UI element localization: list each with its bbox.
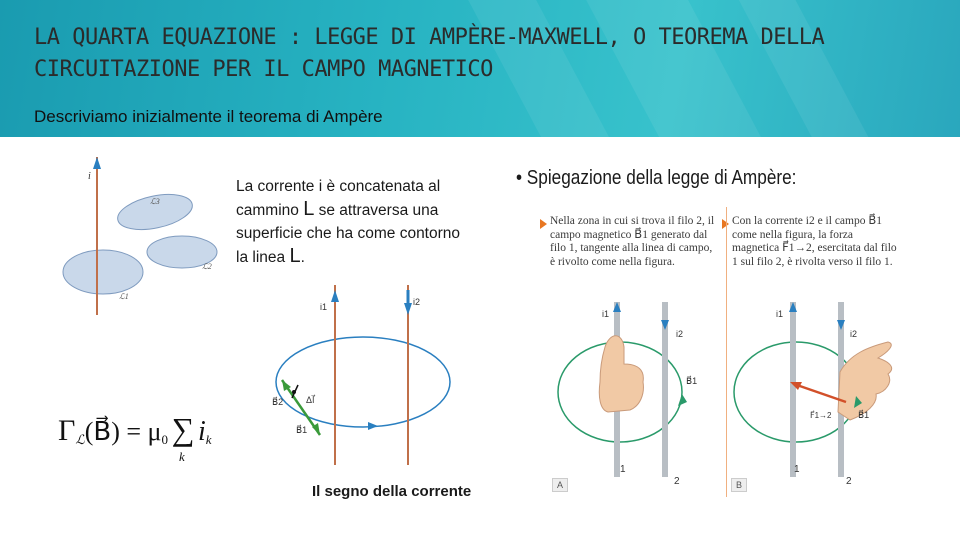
panel-divider [726,207,727,497]
curve-l1-shape [63,250,143,294]
panel-a-text: Nella zona in cui si trova il filo 2, il campo magnetico B⃗1 generato dal filo 1, tangente alla linea di campo, è rivolto come nella figura. [550,215,715,268]
curve-l3-shape [115,188,196,235]
panel-a-marker [540,219,547,229]
slide-content [0,137,960,540]
panel-b-tag: B [731,478,747,492]
panel-b-label-force: F⃗1→2 [810,411,832,420]
concatenation-text [236,175,476,269]
text-line-3: superficie che ha come contorno [236,225,461,242]
panel-b-label-b1: B⃗1 [858,410,870,420]
formula-i-sub: k [205,432,212,448]
current-sign-caption: Il segno della corrente [312,483,472,500]
formula-path-sub: ℒ [75,432,85,448]
panel-b-label-wire-2: 2 [846,476,852,487]
surfaces-diagram [55,157,230,317]
formula-gamma: Γ [58,414,76,447]
formula-field: (B⃗) = μ [84,417,162,446]
panel-a-tag: A [552,478,568,492]
panel-a-label-i2: i2 [676,329,684,339]
text-line-2a: cammino [236,202,304,219]
panel-a-label-i1: i1 [602,309,610,319]
explanation-heading: • Spiegazione della legge di Ampère: [516,167,797,189]
panel-b-text: Con la corrente i2 e il campo B⃗1 come nella figura, la forza magnetica F⃗1→2, esercitata dal filo 1 sul filo 2, è rivolta verso il filo 1. [732,215,897,268]
formula-sum [168,411,198,464]
panel-a-diagram [550,302,725,497]
panel-a-label-wire-1: 1 [620,464,626,475]
label-dl: Δl⃗ [306,395,315,405]
curve-label-l2: ℒ2 [202,262,212,271]
i1-arrow [331,290,339,302]
panel-a-label-b1: B⃗1 [686,376,698,386]
panel-b-diagram [728,302,908,497]
panel-b-wire-1 [790,302,796,477]
field-line [276,337,450,427]
open-hand-icon [838,342,892,420]
text-line-1: La corrente i è concatenata al [236,178,441,195]
path-symbol: L [303,198,315,220]
formula-sum-sign: ∑ [171,411,195,447]
curve-label-l3: ℒ3 [150,197,160,206]
panel-b-label-i2: i2 [850,329,858,339]
label-i2: i2 [413,297,421,307]
label-i1: i1 [320,302,328,312]
slide-subtitle: Descriviamo inizialmente il teorema di Ampère [34,107,383,126]
label-b1: B⃗1 [296,425,308,435]
slide-title: LA QUARTA EQUAZIONE : LEGGE DI AMPÈRE-MAXWELL, O TEOREMA DELLA CIRCUITAZIONE PER IL CAMPO MAGNETICO [34,25,825,82]
panel-b-label-i1: i1 [776,309,784,319]
two-wires-diagram [268,285,468,485]
panel-a-b1-arrow [678,394,687,406]
panel-b-label-wire-1: 1 [794,464,800,475]
current-label: i [88,171,91,182]
thumb-up-hand-icon [599,336,643,412]
title-banner [0,0,960,137]
ampere-formula [58,411,212,464]
label-b2: B⃗2 [272,397,284,407]
formula-i: i [197,416,206,447]
text-line-2b: se attraversa una [314,202,439,219]
current-arrow [93,157,101,169]
field-direction-arrow [368,422,378,430]
text-line-4b: . [300,249,305,266]
curve-label-l1: ℒ1 [119,292,129,301]
formula-mu-sub: 0 [161,432,168,448]
line-symbol: L [289,245,301,267]
panel-a-label-wire-2: 2 [674,476,680,487]
text-line-4a: la linea [236,249,290,266]
formula-sum-sub: k [178,449,185,464]
